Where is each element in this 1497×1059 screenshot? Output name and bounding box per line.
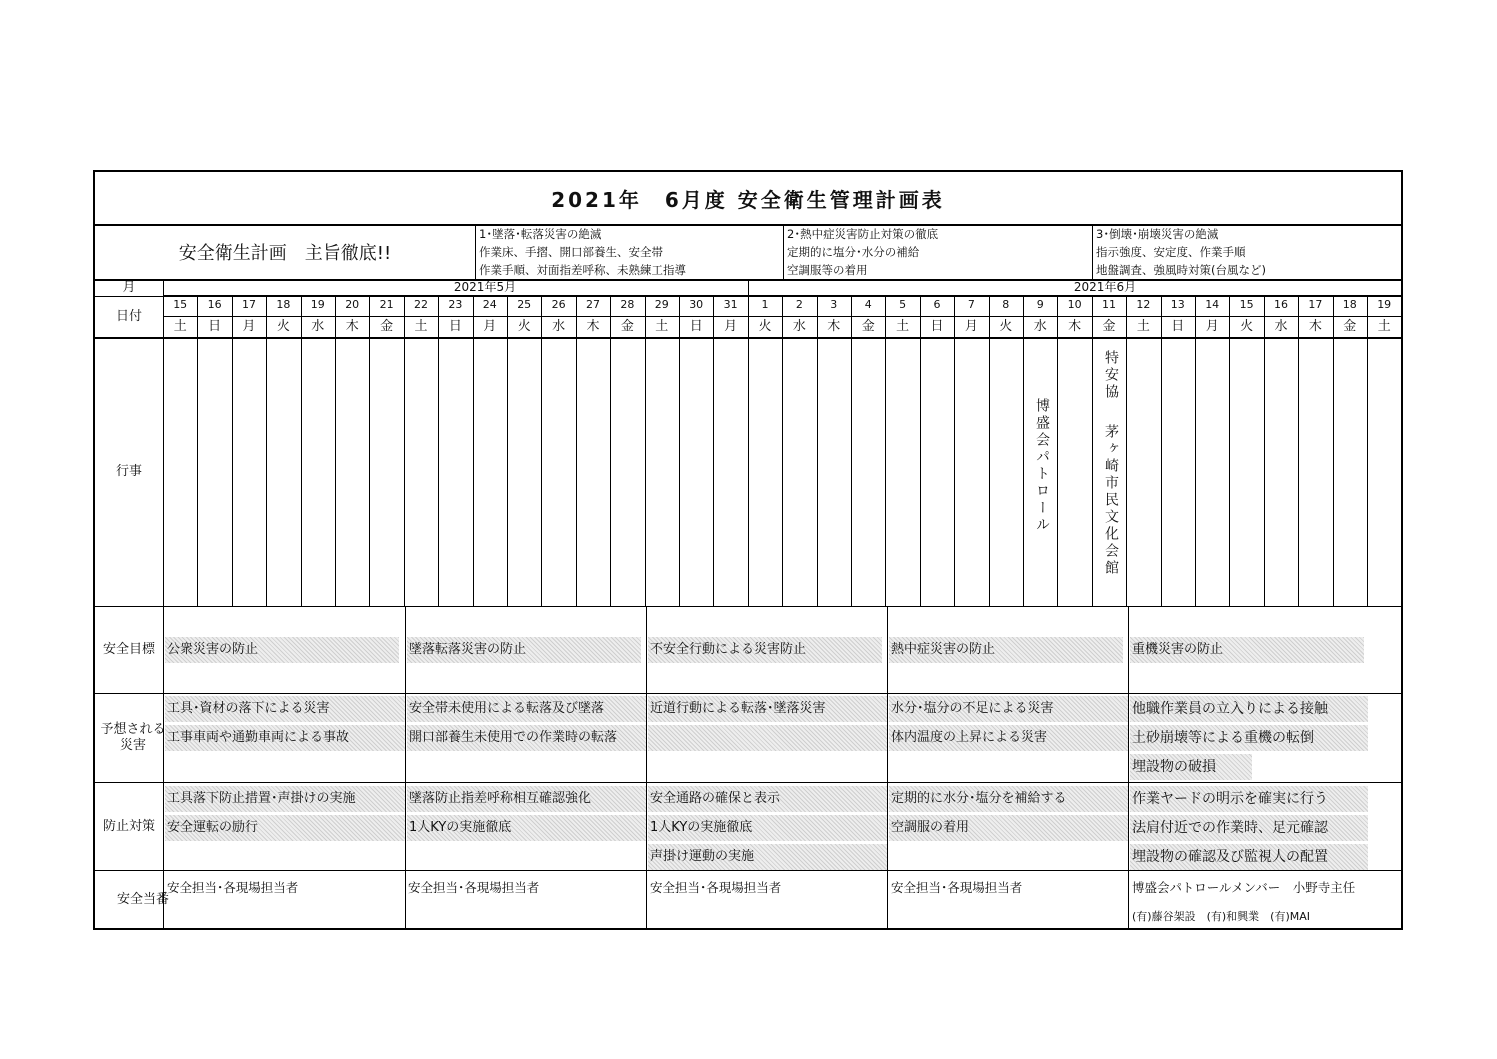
month-divider: [748, 280, 749, 296]
hazard-item: 土砂崩壊等による重機の転倒: [1130, 725, 1368, 751]
day-number: 26: [551, 298, 566, 311]
day-number: 10: [1067, 298, 1082, 311]
event-patrol: 博盛会パトロール: [1034, 398, 1050, 534]
day-weekday: 日: [208, 319, 222, 334]
goal-2: 墜落転落災害の防止: [407, 637, 641, 663]
focus-heading: 2･熱中症災害防止対策の徹底: [787, 227, 939, 241]
day-weekday: 土: [1377, 319, 1391, 334]
block-divider: [646, 606, 647, 930]
day-weekday: 金: [620, 319, 634, 334]
day-weekday: 金: [1102, 319, 1116, 334]
day-weekday: 水: [792, 319, 806, 334]
day-number: 16: [1273, 298, 1288, 311]
day-number: 8: [1002, 298, 1010, 311]
day-column-divider: [232, 296, 233, 606]
hazard-item: 工具･資材の落下による災害: [165, 696, 405, 722]
day-weekday: 木: [586, 319, 600, 334]
row-label-hazard: 予想される災害: [100, 722, 166, 753]
goal-5: 重機災害の防止: [1130, 637, 1364, 663]
measure-item: 法肩付近での作業時、足元確認: [1130, 815, 1368, 841]
focus-line: 作業床、手摺、開口部養生、安全帯: [479, 245, 663, 259]
day-number: 2: [795, 298, 803, 311]
day-column-divider: [954, 296, 955, 606]
day-number: 9: [1036, 298, 1044, 311]
day-column-divider: [335, 296, 336, 606]
divider: [163, 316, 1401, 317]
divider: [95, 296, 1401, 297]
day-column-divider: [610, 296, 611, 606]
hazard-item: 埋設物の破損: [1130, 754, 1252, 780]
person-2: 安全担当･各現場担当者: [408, 880, 540, 895]
hazard-item: 近道行動による転落･墜落災害: [648, 696, 887, 722]
measure-item: 声掛け運動の実施: [648, 844, 887, 870]
row-label-measure: 防止対策: [102, 818, 155, 834]
hazard-item-empty: [648, 725, 887, 751]
day-number: 15: [1239, 298, 1254, 311]
goal-1: 公衆災害の防止: [165, 637, 399, 663]
hazard-item: 開口部養生未使用での作業時の転落: [407, 725, 646, 751]
day-column-divider: [507, 296, 508, 606]
focus-heading: 1･墜落･転落災害の絶滅: [479, 227, 602, 241]
block-divider: [887, 606, 888, 930]
day-number: 31: [723, 298, 738, 311]
day-weekday: 土: [655, 319, 669, 334]
day-number: 1: [761, 298, 769, 311]
focus-line: 空調服等の着用: [787, 263, 868, 277]
day-column-divider: [817, 296, 818, 606]
day-weekday: 金: [380, 319, 394, 334]
day-number: 3: [830, 298, 838, 311]
day-weekday: 火: [999, 319, 1013, 334]
day-number: 30: [689, 298, 704, 311]
day-weekday: 土: [173, 319, 187, 334]
measure-item: 安全通路の確保と表示: [648, 786, 887, 812]
row-label-person: 安全当番: [116, 892, 169, 907]
measure-item: 埋設物の確認及び監視人の配置: [1130, 844, 1368, 870]
focus-line: 指示強度、安定度、作業手順: [1096, 245, 1246, 259]
event-venue: 茅ヶ崎市民文化会館: [1103, 424, 1119, 577]
measure-item: 1人KYの実施徹底: [407, 815, 646, 841]
page-title: 2021年 6月度 安全衛生管理計画表: [551, 187, 945, 212]
day-number: 6: [933, 298, 941, 311]
motto: 安全衛生計画 主旨徹底!!: [178, 242, 392, 264]
goal-3: 不安全行動による災害防止: [648, 637, 882, 663]
row-label-events: 行事: [115, 464, 142, 479]
day-column-divider: [1057, 296, 1058, 606]
day-number: 18: [276, 298, 291, 311]
day-weekday: 日: [1171, 319, 1185, 334]
day-weekday: 木: [827, 319, 841, 334]
row-label-month: 月: [122, 280, 136, 295]
day-number: 14: [1205, 298, 1220, 311]
day-column-divider: [197, 296, 198, 606]
measure-item: 工具落下防止措置･声掛けの実施: [165, 786, 405, 812]
day-column-divider: [713, 296, 714, 606]
day-weekday: 月: [724, 319, 738, 334]
day-column-divider: [885, 296, 886, 606]
day-weekday: 水: [1033, 319, 1047, 334]
focus-line: 定期的に塩分･水分の補給: [787, 245, 920, 259]
hazard-item: 工事車両や通勤車両による事故: [165, 725, 405, 751]
person-5: 博盛会パトロールメンバー 小野寺主任: [1132, 880, 1356, 895]
measure-item: 墜落防止指差呼称相互確認強化: [407, 786, 646, 812]
day-number: 7: [967, 298, 975, 311]
day-column-divider: [1126, 296, 1127, 606]
day-column-divider: [1161, 296, 1162, 606]
day-column-divider: [748, 296, 749, 606]
measure-item: 作業ヤードの明示を確実に行う: [1130, 786, 1368, 812]
day-column-divider: [1367, 296, 1368, 606]
day-number: 4: [864, 298, 872, 311]
day-number: 16: [207, 298, 222, 311]
day-column-divider: [541, 296, 542, 606]
day-weekday: 土: [896, 319, 910, 334]
day-weekday: 水: [1274, 319, 1288, 334]
focus-line: 地盤調査、強風時対策(台風など): [1096, 263, 1266, 277]
divider: [95, 782, 1401, 783]
day-number: 17: [241, 298, 256, 311]
month-label-may: 2021年5月: [453, 280, 517, 294]
day-column-divider: [1023, 296, 1024, 606]
day-weekday: 金: [1343, 319, 1357, 334]
day-number: 20: [345, 298, 360, 311]
focus-item-2: [784, 225, 938, 279]
day-column-divider: [369, 296, 370, 606]
day-column-divider: [645, 296, 646, 606]
day-weekday: 土: [414, 319, 428, 334]
measure-item: 空調服の着用: [889, 815, 1128, 841]
day-column-divider: [576, 296, 577, 606]
day-weekday: 火: [517, 319, 531, 334]
day-weekday: 土: [1136, 319, 1150, 334]
day-column-divider: [782, 296, 783, 606]
day-column-divider: [989, 296, 990, 606]
day-weekday: 月: [483, 319, 497, 334]
day-weekday: 水: [311, 319, 325, 334]
day-number: 21: [379, 298, 394, 311]
day-column-divider: [851, 296, 852, 606]
day-weekday: 木: [345, 319, 359, 334]
day-number: 25: [517, 298, 532, 311]
person-6: (有)藤谷架設 (有)和興業 (有)MAI: [1132, 910, 1311, 923]
day-weekday: 火: [276, 319, 290, 334]
event-tokuankyo: 特安協: [1103, 350, 1119, 401]
divider: [95, 693, 1401, 694]
block-divider: [1128, 606, 1129, 930]
day-column-divider: [1298, 296, 1299, 606]
day-number: 13: [1170, 298, 1185, 311]
day-weekday: 日: [930, 319, 944, 334]
focus-item-3: [1093, 225, 1266, 279]
hazard-item: 安全帯未使用による転落及び墜落: [407, 696, 646, 722]
day-column-divider: [438, 296, 439, 606]
measure-item: 定期的に水分･塩分を補給する: [889, 786, 1128, 812]
row-label-goal: 安全目標: [102, 642, 155, 657]
day-number: 18: [1342, 298, 1357, 311]
day-weekday: 日: [689, 319, 703, 334]
day-column-divider: [1264, 296, 1265, 606]
block-divider: [405, 606, 406, 930]
day-weekday: 金: [861, 319, 875, 334]
divider: [95, 337, 1401, 339]
measure-item: 安全運転の励行: [165, 815, 405, 841]
day-column-divider: [1092, 296, 1093, 606]
day-weekday: 日: [448, 319, 462, 334]
person-4: 安全担当･各現場担当者: [891, 880, 1023, 895]
day-column-divider: [404, 296, 405, 606]
day-weekday: 月: [242, 319, 256, 334]
day-number: 27: [585, 298, 600, 311]
day-weekday: 火: [758, 319, 772, 334]
day-column-divider: [473, 296, 474, 606]
hazard-item: 他職作業員の立入りによる接触: [1130, 696, 1368, 722]
day-column-divider: [301, 296, 302, 606]
day-column-divider: [1333, 296, 1334, 606]
day-column-divider: [1195, 296, 1196, 606]
day-number: 19: [310, 298, 325, 311]
hazard-item: 体内温度の上昇による災害: [889, 725, 1128, 751]
day-weekday: 月: [1205, 319, 1219, 334]
label-column-divider: [163, 280, 164, 930]
day-weekday: 月: [964, 319, 978, 334]
hazard-item: 水分･塩分の不足による災害: [889, 696, 1128, 722]
day-number: 15: [173, 298, 188, 311]
day-column-divider: [1229, 296, 1230, 606]
divider: [95, 606, 1401, 607]
day-column-divider: [920, 296, 921, 606]
day-number: 11: [1101, 298, 1116, 311]
day-number: 24: [482, 298, 497, 311]
focus-line: 作業手順、対面指差呼称、未熟練工指導: [479, 263, 686, 277]
day-weekday: 木: [1308, 319, 1322, 334]
day-weekday: 水: [552, 319, 566, 334]
day-weekday: 火: [1240, 319, 1254, 334]
day-number: 28: [620, 298, 635, 311]
divider: [95, 870, 1401, 871]
day-number: 5: [899, 298, 907, 311]
day-number: 19: [1377, 298, 1392, 311]
goal-4: 熱中症災害の防止: [889, 637, 1123, 663]
day-number: 17: [1308, 298, 1323, 311]
day-number: 22: [413, 298, 428, 311]
day-number: 23: [448, 298, 463, 311]
day-column-divider: [266, 296, 267, 606]
person-3: 安全担当･各現場担当者: [650, 880, 782, 895]
day-column-divider: [679, 296, 680, 606]
safety-plan-table: [93, 170, 1403, 930]
month-label-june: 2021年6月: [1073, 280, 1137, 294]
day-number: 29: [654, 298, 669, 311]
focus-item-1: [476, 225, 686, 279]
focus-heading: 3･倒壊･崩壊災害の絶滅: [1096, 227, 1219, 241]
day-number: 12: [1136, 298, 1151, 311]
measure-item: 1人KYの実施徹底: [648, 815, 887, 841]
row-label-date: 日付: [115, 309, 142, 324]
person-1: 安全担当･各現場担当者: [167, 880, 299, 895]
day-weekday: 木: [1068, 319, 1082, 334]
